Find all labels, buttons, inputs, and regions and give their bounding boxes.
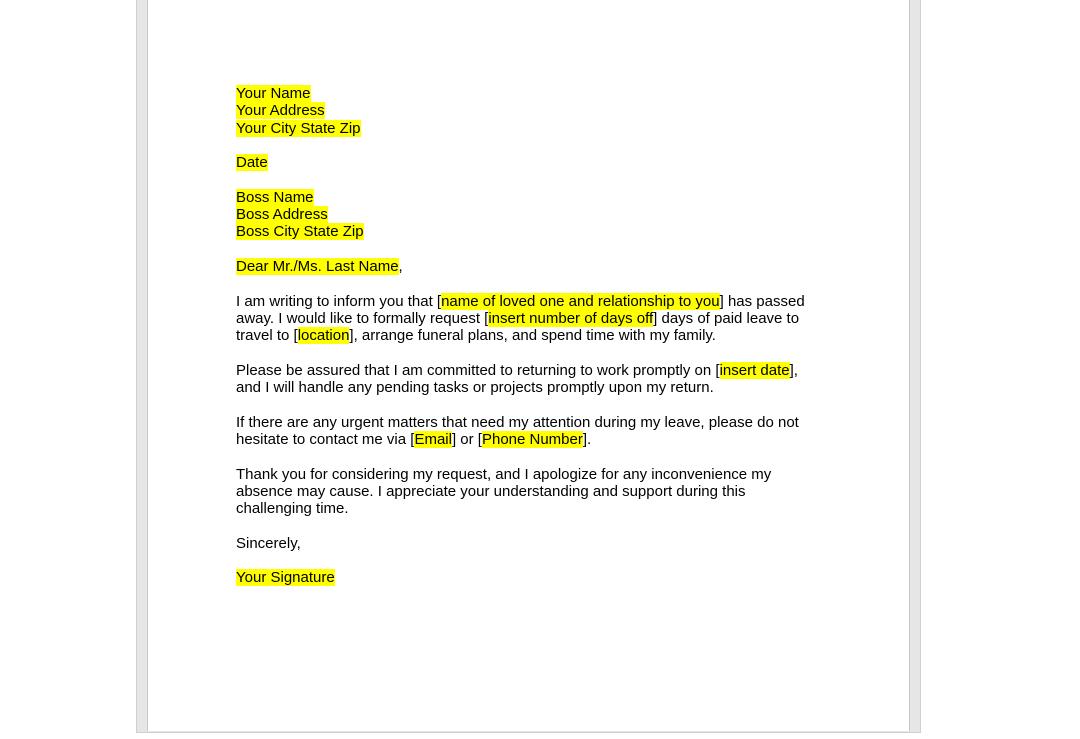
para4-line1: Thank you for considering my request, and I apologize for any inconvenience my <box>236 465 772 483</box>
placeholder-location: location <box>297 327 350 345</box>
para4-line3: challenging time. <box>236 500 349 518</box>
placeholder-email: Email <box>414 430 452 448</box>
sender-name: Your Name <box>236 85 311 102</box>
paragraph-1 <box>236 293 826 345</box>
para3-line1: If there are any urgent matters that need my attention during my leave, please do not <box>236 413 799 431</box>
salutation-name: Dear Mr./Ms. Last Name <box>236 257 399 275</box>
placeholder-days-off: insert number of days off <box>488 309 654 327</box>
para1-line2-b: ] days of paid leave to <box>653 309 800 327</box>
paragraph-4 <box>236 466 826 518</box>
closing-text: Sincerely, <box>236 534 301 552</box>
placeholder-insert-date: insert date <box>719 361 790 379</box>
recipient-address: Boss Address <box>236 206 328 224</box>
para1-line3-a: travel to [ <box>236 327 298 345</box>
sender-block <box>236 85 826 137</box>
letter-body[interactable] <box>236 85 826 604</box>
salutation-punct: , <box>398 257 403 275</box>
recipient-name: Boss Name <box>236 188 314 206</box>
date-block <box>236 154 826 171</box>
para2-line2: and I will handle any pending tasks or projects promptly upon my return. <box>236 379 714 397</box>
placeholder-phone-number: Phone Number <box>481 430 583 448</box>
paragraph-2 <box>236 362 826 397</box>
signature-block <box>236 569 826 586</box>
sender-city-state-zip: Your City State Zip <box>236 119 361 137</box>
para1-line3-b: ], arrange funeral plans, and spend time with my family. <box>349 327 716 345</box>
signature-placeholder: Your Signature <box>236 569 335 587</box>
para2-line1-a: Please be assured that I am committed to returning to work promptly on [ <box>236 361 720 379</box>
para1-line1-a: I am writing to inform you that [ <box>236 292 442 310</box>
para1-line1-b: ] has passed <box>719 292 805 310</box>
paragraph-3 <box>236 414 826 449</box>
sender-address: Your Address <box>236 102 325 120</box>
para3-line2-a: hesitate to contact me via [ <box>236 430 415 448</box>
para3-line2-c: ]. <box>582 430 592 448</box>
closing <box>236 535 826 552</box>
para4-line2: absence may cause. I appreciate your understanding and support during this <box>236 482 746 500</box>
para2-line1-b: ], <box>789 361 798 379</box>
placeholder-loved-one: name of loved one and relationship to you <box>441 292 720 310</box>
recipient-city-state-zip: Boss City State Zip <box>236 223 364 241</box>
para3-line2-b: ] or [ <box>451 430 482 448</box>
recipient-block <box>236 189 826 241</box>
letter-date: Date <box>236 154 268 172</box>
para1-line2-a: away. I would like to formally request [ <box>236 309 489 327</box>
salutation <box>236 258 826 275</box>
